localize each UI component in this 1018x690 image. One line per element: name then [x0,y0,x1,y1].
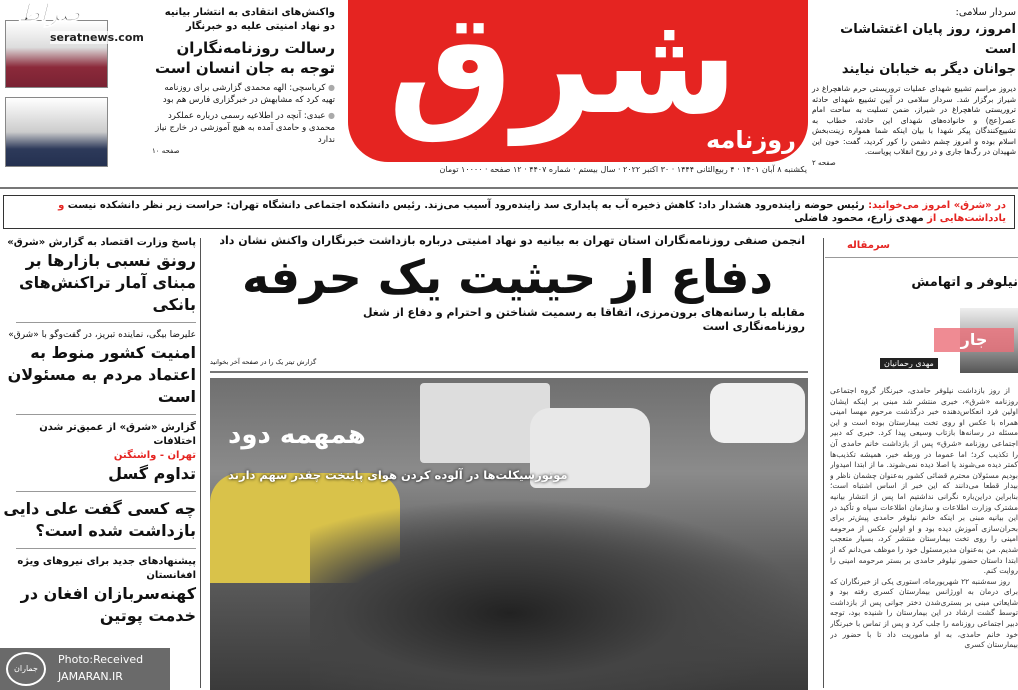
photo-columnist-2 [5,97,108,167]
editorial-author: مهدی رحمانیان [880,358,938,369]
watermark-bottom-line-2: JAMARAN.IR [58,670,123,683]
masthead-logo [348,0,808,162]
watermark-logo: صراط [18,0,81,27]
left-story-1[interactable] [0,236,196,316]
photo-car-right [710,383,805,443]
main-photo[interactable] [210,378,808,690]
main-subhead: مقابله با رسانه‌های برون‌مرزی، اتفاقا به رسمیت شناختن و احترام و دفاع از شغل روزنامه‌نگاری است [362,306,805,333]
ticker-label: در «شرق» امروز می‌خوانید: [868,200,1006,211]
editorial-paragraph-2: روز سه‌شنبه ۲۲ شهریورماه، استوری یکی از خبرنگاران که برای درمان به اورژانس بیمارستان کسری رفته بود و شایعاتی مبنی بر بستری‌شدن دختر جوانی پس از بازداشت توسط گشت ارشاد در این بیمارستان را شنیده بود، توجه دبیر اجتماعی روزنامه را جلب کرد و پس از تماس با خبرنگار خود خانم حامدی، به او ماموریت داد تا با حضور در بیمارستان کسری [830,576,1018,650]
story-divider [16,491,196,492]
left-story-2[interactable] [0,329,196,408]
story-headline: تداوم گسل [108,464,196,483]
watermark-site: seratnews.com [50,31,144,44]
top-right-page-ref: صفحه ۲ [812,158,836,167]
logo-text: شرق [388,0,738,146]
ticker-box[interactable] [3,195,1015,229]
story-divider [16,414,196,415]
main-kicker: انجمن صنفی روزنامه‌نگاران استان تهران به بیانیه دو نهاد امنیتی درباره بازداشت خبرنگاران واکنش نشان داد [219,234,805,247]
watermark-bottom-logo: جماران [6,652,46,686]
top-left-story[interactable] [152,6,335,156]
ticker-label-2: و یادداشت‌هایی از [58,200,1006,224]
top-right-body: دیروز مراسم تشییع شهدای عملیات تروریستی حرم شاهچراغ در شیراز برگزار شد. سردار سلامی در آیین تشییع شهدای حادثه تروریستی شاهچراغ در شیراز، ضمن تسلیت به ساحت امام عصر(عج) و خانواده‌های شهدای این حادثه، خطاب به تشییع‌کنندگان پیکر شهدا با بیان اینکه شما همواره زینت‌بخش اسلام بوده و امروز چشم دشمن را کور کردید، گفت: خون این شهیدان در رگ‌ها جاری و در روح انقلاب پویاست. [812,84,1016,156]
logo-subtext: روزنامه [706,126,796,154]
story-kicker: علیرضا بیگی، نماینده تبریز، در گفت‌وگو با «شرق» [8,330,196,340]
ticker-text: رئیس حوضه زاینده‌رود هشدار داد: کاهش ذخیره آب به پایداری سد زاینده‌رود آسیب می‌زند. رئیس دانشکده اجتماعی دانشگاه تهران: حراست زیر نظر دانشکده نیست [67,200,869,211]
left-story-4[interactable] [0,498,196,542]
left-story-5[interactable] [0,555,196,627]
main-header [210,234,805,334]
left-column [0,236,196,627]
top-right-headline-2: جوانان دیگر به خیابان نیایند [841,62,1016,77]
top-left-page-ref: صفحه ۱۰ [152,147,180,155]
top-right-story[interactable] [812,6,1016,168]
top-left-bullet-1: ● کرباسچی: الهه محمدی گزارشی برای روزنامه تهیه کرد که مشابهش در خبرگزاری فارس هم بود [152,82,335,106]
story-headline: امنیت کشور منوط به اعتماد مردم به مسئولان است [7,343,196,406]
top-left-headline-1: رسالت روزنامه‌نگاران [176,39,335,57]
top-left-bullet-2: ● عبدی: آنچه در اطلاعیه رسمی درباره عملکرد محمدی و حامدی آمده به هیچ آموزشی در خارج نیاز ندارد [152,110,335,146]
editorial-title[interactable]: نیلوفر و اتهامش [911,275,1018,290]
column-rule-right [823,238,824,688]
top-right-kicker: سردار سلامی: [955,7,1016,18]
story-kicker: گزارش «شرق» از عمیق‌تر شدن اختلافات [39,422,196,447]
editorial-section: سرمقاله [846,240,890,251]
left-story-3[interactable] [0,421,196,485]
editorial-stamp: جار [934,328,1014,352]
story-divider [16,548,196,549]
header-divider [0,187,1018,189]
main-divider [210,371,808,373]
story-kicker: پیشنهادهای جدید برای نیروهای ویژه افغانستان [17,556,196,581]
main-note: گزارش تیتر یک را در صفحه آخر بخوانید [210,358,317,366]
story-divider [16,322,196,323]
ticker-authors: مهدی زارع، محمود فاضلی [794,213,924,224]
editorial-divider [825,257,1018,258]
photo-caption: موتورسیکلت‌ها در آلوده کردن هوای پایتخت چقدر سهم دارند [228,468,568,482]
watermark-bottom-line-1: Photo:Received [58,653,144,666]
main-headline[interactable]: دفاع از حیثیت یک حرفه [241,250,774,304]
story-headline: رونق نسبی بازارها بر مبنای آمار تراکنش‌های بانکی [18,251,196,314]
top-left-headline-2: توجه به جان انسان است [154,59,335,77]
editorial-body [830,386,1018,690]
story-kicker-red: تهران - واشنگتن [113,450,196,461]
photo-crowd [310,498,808,690]
story-headline: کهنه‌سربازان افغان در خدمت پوتین [20,584,196,625]
column-rule-left [200,238,201,688]
top-right-headline-1: امروز، روز پایان اغتشاشات است [840,22,1016,57]
top-left-kicker: واکنش‌های انتقادی به انتشار بیانیه دو نهاد امنیتی علیه دو خبرنگار [164,7,335,32]
story-headline: چه کسی گفت علی دایی بازداشت شده است؟ [3,499,196,540]
watermark-bottom [0,648,170,690]
story-kicker: پاسخ وزارت اقتصاد به گزارش «شرق» [7,237,196,248]
dateline: یکشنبه ۸ آبان ۱۴۰۱ · ۴ ربیع‌الثانی ۱۴۴۴ · ۳۰ اکتبر ۲۰۲۲ · سال بیستم · شماره ۴۴۰۷ · ۱۲ صفحه · ۱۰۰۰۰ تومان [439,165,807,174]
editorial-paragraph-1: از روز بازداشت نیلوفر حامدی، خبرنگار گروه اجتماعی روزنامه «شرق»، خبری منتشر شد مبنی بر اینکه ایشان اولین فرد انعکاس‌دهنده خبر درگذشت مرحوم مهسا امینی همراه با عکس او روی تخت بیمارستان بوده است و این مسئله در رسانه‌ها بازتاب وسیعی پیدا کرد. خبری که دبیر اجتماعی روزنامه «شرق» پس از بازداشت خانم حامدی آن را تکذیب کرد؛ اما عموما در ورطه خبر، همیشه تکذیب‌ها کمتر دیده می‌شوند یا اصلا دیده نمی‌شوند. ما از ابتدا امیدوار بودیم مسئولان محترم قضائی کشور به‌عنوان چشمان ناظر و بیدار قطعا می‌دانند که این خبر از اساس اشتباه است؛ بنابراین دراین‌باره نگرانی نداشتیم اما پس از انتشار بیانیه مشترک وزارت اطلاعات و سازمان اطلاعات سپاه و تأکید در این بیانیه مبنی بر اینکه خانم نیلوفر حامدی پیش‌تر برای بحران‌سازی آموزش دیده بود و او اولین عکس از مرحومه امینی را روی تخت بیمارستان منتشر کرد، بسیار متعجب شدیم. من به‌عنوان مدیرمسئول خود را موظف می‌دانم که از ابتدا داستان حضور نیلوفر حامدی بر بستر مرحومه امینی را روایت کنم. [830,386,1018,576]
photo-title: همهمه دود [228,420,366,450]
